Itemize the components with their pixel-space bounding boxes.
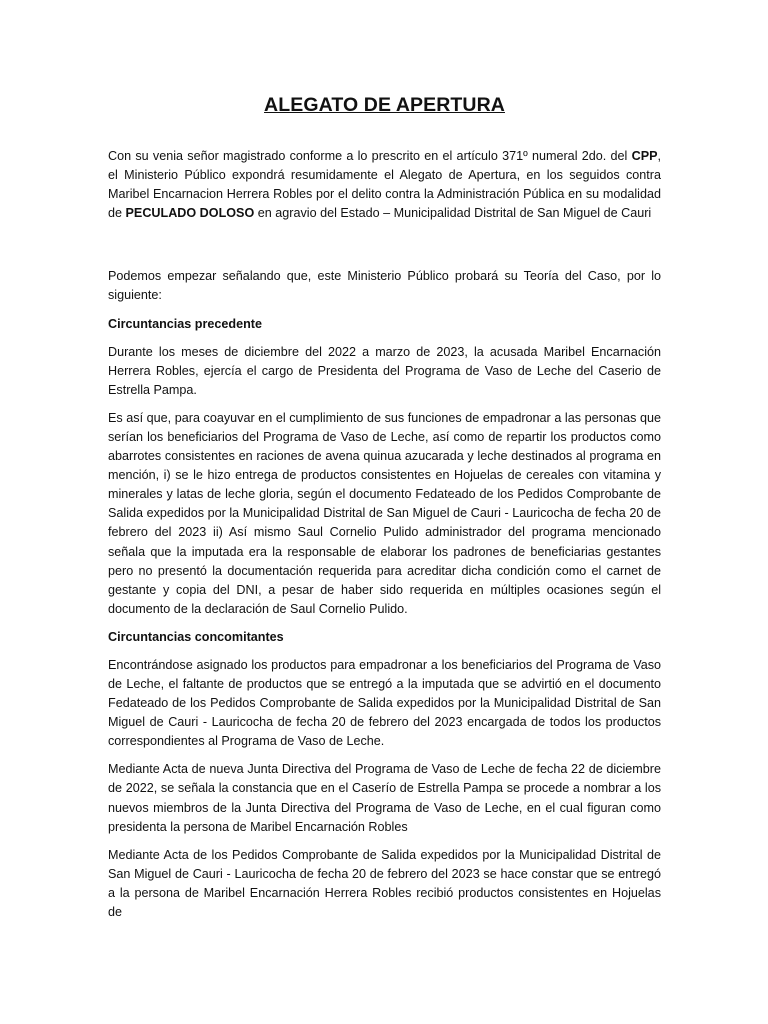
section-heading-precedente: Circuntancias precedente	[108, 316, 262, 331]
document-body	[108, 94, 661, 931]
crime-name: PECULADO DOLOSO	[125, 206, 255, 221]
theory-paragraph: Podemos empezar señalando que, este Ministerio Público probará su Teoría del Caso, por lo siguiente:	[108, 269, 661, 303]
document-title: ALEGATO DE APERTURA	[264, 94, 505, 116]
paragraph-es-asi: Es así que, para coayuvar en el cumplimiento de sus funciones de empadronar a las personas que serían los beneficiarios del Programa de Vaso de Leche, así como de repartir los productos como abarrotes consistentes en raciones de avena quinua azucarada y leche destinados al programa en mención, i) se le hizo entrega de productos consistentes en Hojuelas de cereales con vitamina y minerales y latas de leche gloria, según el documento Fedateado de los Pedidos Comprobante de Salida expedidos por la Municipalidad Distrital de San Miguel de Cauri - Lauricocha de fecha 20 de febrero del 2023 ii) Así mismo Saul Cornelio Pulido administrador del programa mencionado señala que la imputada era la responsable de elaborar los padrones de beneficiarias gestantes pero no presentó la documentación requerida para acreditar dicha condición como el carnet de gestante y copia del DNI, a pesar de haber sido requerida en múltiples ocasiones según el documento de la declaración de Saul Cornelio Pulido.	[108, 410, 661, 616]
intro-text-1: Con su venia señor magistrado conforme a lo prescrito en el artículo 371º numeral 2do. del	[108, 149, 632, 163]
section-heading-concomitantes: Circuntancias concomitantes	[108, 629, 284, 644]
intro-paragraph	[108, 147, 661, 223]
paragraph-durante: Durante los meses de diciembre del 2022 a marzo de 2023, la acusada Maribel Encarnación Herrera Robles, ejercía el cargo de Presidenta del Programa de Vaso de Leche del Caserio de Estrella Pampa.	[108, 344, 661, 397]
paragraph-acta-junta: Mediante Acta de nueva Junta Directiva del Programa de Vaso de Leche de fecha 22 de diciembre de 2022, se señala la constancia que en el Caserío de Estrella Pampa se procede a nombrar a los nuevos miembros de la Junta Directiva del Programa de Vaso de Leche, en el cual figuran como presidenta la persona de Maribel Encarnación Robles	[108, 762, 661, 834]
paragraph-encontrandose: Encontrándose asignado los productos para empadronar a los beneficiarios del Programa de Vaso de Leche, el faltante de productos que se entregó a la imputada que se advirtió en el documento Fedateado de los Pedidos Comprobante de Salida expedidos por la Municipalidad Distrital de San Miguel de Cauri - Lauricocha de fecha 20 de febrero del 2023 encargada de todos los productos correspondientes al Programa de Vaso de Leche.	[108, 657, 661, 749]
intro-text-2: , el Ministerio Público expondrá resumidamente el Alegato de Apertura, en los seguidos contra Maribel Encarnacion Herrera Robles por el delito contra la Administración Pública en su modalidad de	[108, 149, 661, 221]
intro-text-3: en agravio del Estado – Municipalidad Distrital de San Miguel de Cauri	[254, 206, 652, 221]
cpp-abbreviation: CPP	[631, 149, 658, 163]
paragraph-acta-pedidos: Mediante Acta de los Pedidos Comprobante de Salida expedidos por la Municipalidad Distrital de San Miguel de Cauri - Lauricocha de fecha 20 de febrero del 2023 se hace constar que se entregó a la persona de Maribel Encarnación Herrera Robles recibió productos consistentes en Hojuelas de	[108, 847, 661, 919]
